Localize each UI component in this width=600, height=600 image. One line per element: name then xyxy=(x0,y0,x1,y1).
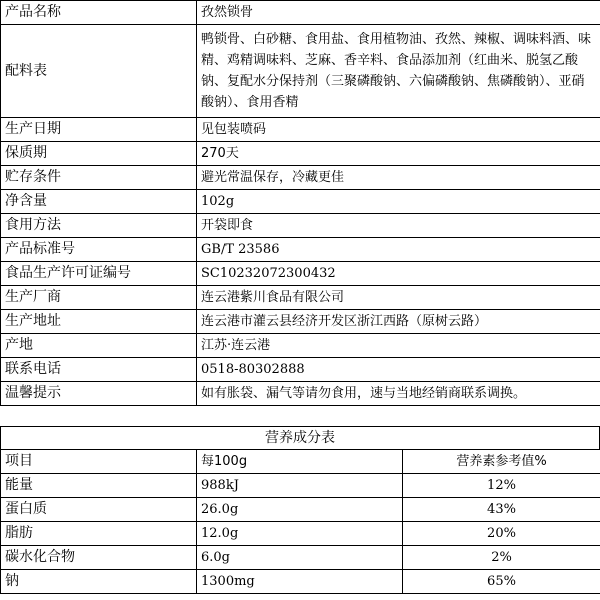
value-phone: 0518-80302888 xyxy=(197,358,600,382)
value-net-content: 102g xyxy=(197,190,600,214)
nutrient-nrv: 20% xyxy=(403,522,600,546)
value-address: 连云港市灌云县经济开发区浙江西路（原树云路） xyxy=(197,310,600,334)
nutrient-amount: 26.0g xyxy=(197,498,403,522)
row-storage xyxy=(1,166,600,190)
label-manufacturer: 生产厂商 xyxy=(1,286,197,310)
nutrition-row-carbohydrate xyxy=(1,546,600,570)
nutrition-title: 营养成分表 xyxy=(0,426,600,449)
value-notice: 如有胀袋、漏气等请勿食用，速与当地经销商联系调换。 xyxy=(197,382,600,406)
nutrition-row-energy xyxy=(1,474,600,498)
nutrient-amount: 1300mg xyxy=(197,570,403,594)
label-net-content: 净含量 xyxy=(1,190,197,214)
row-manufacturer xyxy=(1,286,600,310)
nutrient-nrv: 12% xyxy=(403,474,600,498)
label-standard: 产品标准号 xyxy=(1,238,197,262)
row-phone xyxy=(1,358,600,382)
nutrient-name: 蛋白质 xyxy=(1,498,197,522)
row-standard xyxy=(1,238,600,262)
row-notice xyxy=(1,382,600,406)
nutrition-table xyxy=(0,449,600,594)
row-usage xyxy=(1,214,600,238)
label-phone: 联系电话 xyxy=(1,358,197,382)
nutrient-amount: 12.0g xyxy=(197,522,403,546)
label-ingredients: 配料表 xyxy=(1,25,197,118)
nutrient-name: 能量 xyxy=(1,474,197,498)
row-product-name xyxy=(1,1,600,25)
row-license xyxy=(1,262,600,286)
label-shelf-life: 保质期 xyxy=(1,142,197,166)
row-origin xyxy=(1,334,600,358)
value-production-date: 见包装喷码 xyxy=(197,118,600,142)
nutrient-nrv: 2% xyxy=(403,546,600,570)
row-net-content xyxy=(1,190,600,214)
nutrient-nrv: 65% xyxy=(403,570,600,594)
nutrient-nrv: 43% xyxy=(403,498,600,522)
label-production-date: 生产日期 xyxy=(1,118,197,142)
nutrient-amount: 6.0g xyxy=(197,546,403,570)
value-product-name: 孜然锁骨 xyxy=(197,1,600,25)
row-production-date xyxy=(1,118,600,142)
nutrition-header-nrv: 营养素参考值% xyxy=(403,450,600,474)
value-ingredients: 鸭锁骨、白砂糖、食用盐、食用植物油、孜然、辣椒、调味料酒、味精、鸡精调味料、芝麻、香辛料、食品添加剂（红曲米、脱氢乙酸钠、复配水分保持剂（三聚磷酸钠、六偏磷酸钠、焦磷酸钠）、亚硝酸钠）、食用香精 xyxy=(197,25,600,118)
value-license: SC10232072300432 xyxy=(197,262,600,286)
value-origin: 江苏·连云港 xyxy=(197,334,600,358)
nutrition-header-row xyxy=(1,450,600,474)
nutrient-name: 碳水化合物 xyxy=(1,546,197,570)
row-shelf-life xyxy=(1,142,600,166)
label-address: 生产地址 xyxy=(1,310,197,334)
label-storage: 贮存条件 xyxy=(1,166,197,190)
value-shelf-life: 270天 xyxy=(197,142,600,166)
row-address xyxy=(1,310,600,334)
label-usage: 食用方法 xyxy=(1,214,197,238)
value-storage: 避光常温保存，冷藏更佳 xyxy=(197,166,600,190)
label-product-name: 产品名称 xyxy=(1,1,197,25)
value-manufacturer: 连云港紫川食品有限公司 xyxy=(197,286,600,310)
value-standard: GB/T 23586 xyxy=(197,238,600,262)
nutrition-section xyxy=(0,426,600,594)
nutrition-header-item: 项目 xyxy=(1,450,197,474)
label-license: 食品生产许可证编号 xyxy=(1,262,197,286)
label-notice: 温馨提示 xyxy=(1,382,197,406)
nutrient-amount: 988kJ xyxy=(197,474,403,498)
nutrition-header-per100g: 每100g xyxy=(197,450,403,474)
nutrient-name: 脂肪 xyxy=(1,522,197,546)
value-usage: 开袋即食 xyxy=(197,214,600,238)
nutrition-row-fat xyxy=(1,522,600,546)
nutrition-row-protein xyxy=(1,498,600,522)
row-ingredients xyxy=(1,25,600,118)
label-origin: 产地 xyxy=(1,334,197,358)
nutrition-row-sodium xyxy=(1,570,600,594)
nutrient-name: 钠 xyxy=(1,570,197,594)
